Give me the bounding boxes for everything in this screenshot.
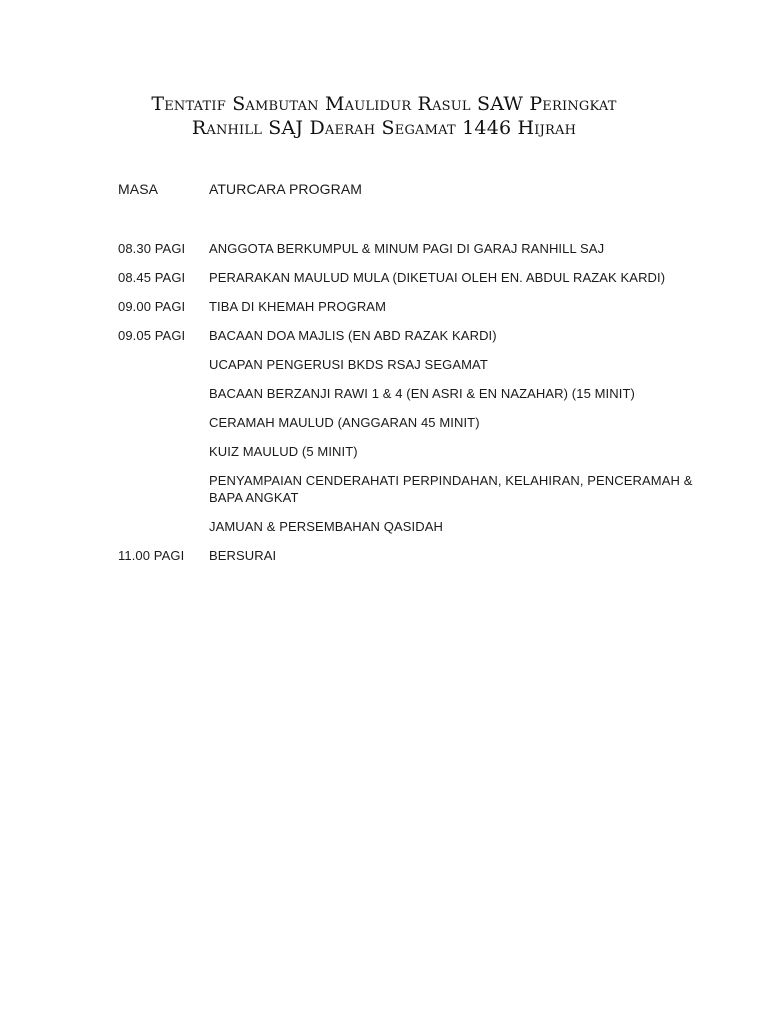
schedule-item: BACAAN BERZANJI RAWI 1 & 4 (EN ASRI & EN NAZAHAR) (15 MINIT) [209,386,635,401]
schedule-item: JAMUAN & PERSEMBAHAN QASIDAH [209,519,443,534]
schedule-item: TIBA DI KHEMAH PROGRAM [209,299,387,314]
schedule-item: BACAAN DOA MAJLIS (EN ABD RAZAK KARDI) [209,328,497,343]
schedule-item: UCAPAN PENGERUSI BKDS RSAJ SEGAMAT [209,357,488,372]
schedule-row [118,327,708,344]
schedule-list [118,240,708,576]
header-item: ATURCARA PROGRAM [209,181,363,197]
schedule-row [118,414,708,431]
schedule-row [118,385,708,402]
schedule-time: 08.30 PAGI [118,241,186,256]
schedule-row [118,472,708,506]
document-title [60,92,708,140]
schedule-time: 08.45 PAGI [118,270,186,285]
title-line-2: Ranhill SAJ Daerah Segamat 1446 Hijrah [191,117,577,139]
schedule-item: ANGGOTA BERKUMPUL & MINUM PAGI DI GARAJ RANHILL SAJ [209,241,605,256]
schedule-item: CERAMAH MAULUD (ANGGARAN 45 MINIT) [209,415,480,430]
schedule-time: 09.05 PAGI [118,328,186,343]
schedule-item: PERARAKAN MAULUD MULA (DIKETUAI OLEH EN. ABDUL RAZAK KARDI) [209,270,666,285]
schedule-row [118,356,708,373]
schedule-item: KUIZ MAULUD (5 MINIT) [209,444,358,459]
schedule-time: 11.00 PAGI [118,548,185,563]
schedule-row [118,518,708,535]
header-time: MASA [118,181,159,197]
schedule-row [118,240,708,257]
schedule-item: PENYAMPAIAN CENDERAHATI PERPINDAHAN, KELAHIRAN, PENCERAMAH & BAPA ANGKAT [209,473,693,505]
schedule-row [118,269,708,286]
schedule-row [118,443,708,460]
schedule-row [118,547,708,564]
schedule-row [118,298,708,315]
schedule-item: BERSURAI [209,548,277,563]
schedule-time: 09.00 PAGI [118,299,186,314]
title-line-1: Tentatif Sambutan Maulidur Rasul SAW Peringkat [151,93,617,115]
